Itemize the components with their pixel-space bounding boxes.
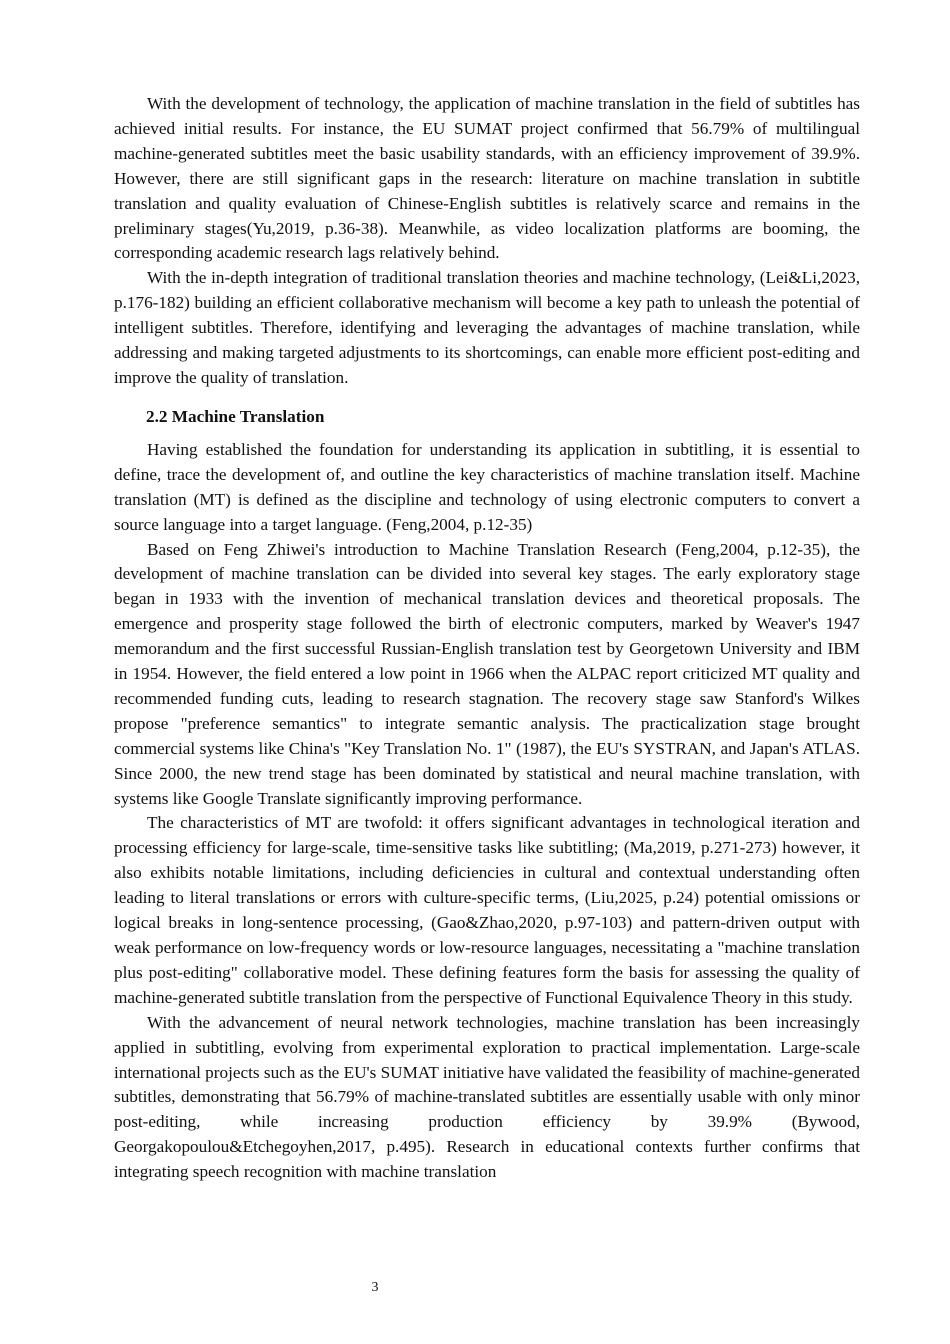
body-paragraph: With the development of technology, the application of machine translation in the field of subtitles has achieved initial results. For instance, the EU SUMAT project confirmed that 56.79% of multilingual machine-generated subtitles meet the basic usability standards, with an efficiency improvement of 39.9%. However, there are still significant gaps in the research: literature on machine translation in subtitle translation and quality evaluation of Chinese-English subtitles is relatively scarce and remains in the preliminary stages(Yu,2019, p.36-38). Meanwhile, as video localization platforms are booming, the corresponding academic research lags relatively behind. [114,94,860,263]
body-paragraph: Having established the foundation for understanding its application in subtitling, it is essential to define, trace the development of, and outline the key characteristics of machine translation itself. Machine translation (MT) is defined as the discipline and technology of using electronic computers to convert a source language into a target language. (Feng,2004, p.12-35) [114,439,860,534]
section-heading: 2.2 Machine Translation [146,406,325,426]
body-paragraph: With the advancement of neural network technologies, machine translation has been increasingly applied in subtitling, evolving from experimental exploration to practical implementation. Large-scale international projects such as the EU's SUMAT initiative have validated the feasibility of machine-generated subtitles, demonstrating that 56.79% of machine-translated subtitles are essentially usable with only minor post-editing, while increasing production efficiency by 39.9% (Bywood, Georgakopoulou&Etchegoyhen,2017, p.495). Research in educational contexts further confirms that integrating speech recognition with machine translation [114,1012,860,1182]
document-page [114,92,860,1185]
body-paragraph: With the in-depth integration of traditional translation theories and machine technology, (Lei&Li,2023, p.176-182) building an efficient collaborative mechanism will become a key path to unleash the potential of intelligent subtitles. Therefore, identifying and leveraging the advantages of machine translation, while addressing and making targeted adjustments to its shortcomings, can enable more efficient post-editing and improve the quality of translation. [114,268,860,387]
body-paragraph: Based on Feng Zhiwei's introduction to Machine Translation Research (Feng,2004, p.12-35), the development of machine translation can be divided into several key stages. The early exploratory stage began in 1933 with the invention of mechanical translation devices and theoretical proposals. The emergence and prosperity stage followed the birth of electronic computers, marked by Weaver's 1947 memorandum and the first successful Russian-English translation test by Georgetown University and IBM in 1954. However, the field entered a low point in 1966 when the ALPAC report criticized MT quality and recommended funding cuts, leading to research stagnation. The recovery stage saw Stanford's Wilkes propose "preference semantics" to integrate semantic analysis. The practicalization stage brought commercial systems like China's "Key Translation No. 1" (1987), the EU's SYSTRAN, and Japan's ATLAS. Since 2000, the new trend stage has been dominated by statistical and neural machine translation, with systems like Google Translate significantly improving performance. [114,539,860,808]
page-number: 3 [371,1280,379,1295]
body-paragraph: The characteristics of MT are twofold: it offers significant advantages in technological iteration and processing efficiency for large-scale, time-sensitive tasks like subtitling; (Ma,2019, p.271-273) however, it also exhibits notable limitations, including deficiencies in cultural and contextual understanding often leading to literal translations or errors with culture-specific terms, (Liu,2025, p.24) potential omissions or logical breaks in long-sentence processing, (Gao&Zhao,2020, p.97-103) and pattern-driven output with weak performance on low-frequency words or low-resource languages, necessitating a "machine translation plus post-editing" collaborative model. These defining features form the basis for assessing the quality of machine-generated subtitle translation from the perspective of Functional Equivalence Theory in this study. [114,813,860,1007]
